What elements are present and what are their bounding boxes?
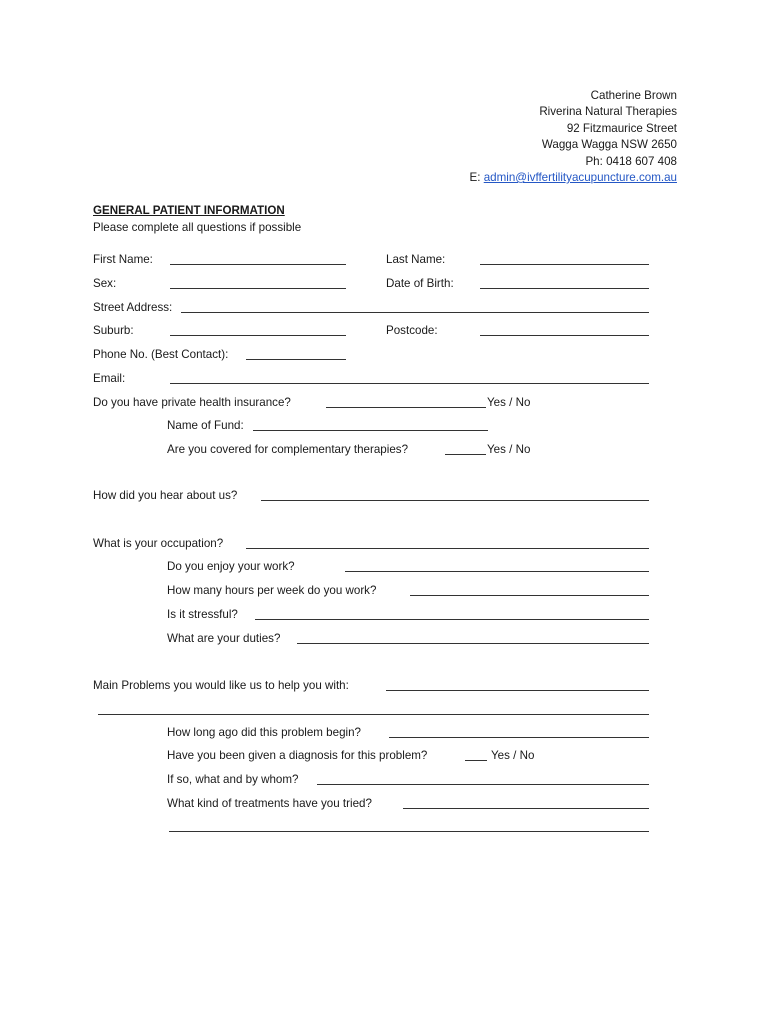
- stressful-field[interactable]: [255, 608, 649, 620]
- contact-city: Wagga Wagga NSW 2650: [541, 138, 677, 152]
- duties-field[interactable]: [297, 632, 649, 644]
- first-name-field[interactable]: [170, 253, 346, 265]
- last-name-label: Last Name:: [386, 253, 446, 266]
- contact-phone: Ph: 0418 607 408: [585, 154, 677, 168]
- main-problems-label: Main Problems you would like us to help you with:: [93, 679, 349, 692]
- hours-week-field[interactable]: [410, 584, 649, 596]
- occupation-label: What is your occupation?: [93, 537, 224, 550]
- diagnosis-label: Have you been given a diagnosis for this problem?: [167, 749, 428, 762]
- dob-label: Date of Birth:: [386, 277, 454, 290]
- enjoy-work-label: Do you enjoy your work?: [167, 560, 295, 573]
- enjoy-work-field[interactable]: [345, 560, 649, 572]
- phone-label: Phone No. (Best Contact):: [93, 348, 229, 361]
- phone-field[interactable]: [246, 348, 346, 360]
- duties-label: What are your duties?: [167, 632, 281, 645]
- dob-field[interactable]: [480, 277, 649, 289]
- stressful-label: Is it stressful?: [167, 608, 238, 621]
- first-name-label: First Name:: [93, 253, 153, 266]
- diagnosis-field[interactable]: [465, 749, 487, 761]
- hours-week-label: How many hours per week do you work?: [167, 584, 377, 597]
- diagnosis-yes-no: Yes / No: [491, 749, 535, 762]
- street-address-field[interactable]: [181, 301, 649, 313]
- contact-block: [277, 88, 677, 186]
- private-health-yes-no: Yes / No: [487, 396, 531, 409]
- how-long-label: How long ago did this problem begin?: [167, 726, 361, 739]
- occupation-field[interactable]: [246, 537, 649, 549]
- hear-about-field[interactable]: [261, 489, 649, 501]
- by-whom-label: If so, what and by whom?: [167, 773, 299, 786]
- form-title: GENERAL PATIENT INFORMATION: [93, 204, 285, 217]
- treatments-field[interactable]: [403, 797, 649, 809]
- covered-yes-no: Yes / No: [487, 443, 531, 456]
- covered-field[interactable]: [445, 443, 486, 455]
- postcode-field[interactable]: [480, 324, 649, 336]
- fund-name-label: Name of Fund:: [167, 419, 244, 432]
- sex-label: Sex:: [93, 277, 117, 290]
- contact-business: Riverina Natural Therapies: [539, 105, 677, 119]
- email-label: Email:: [93, 372, 126, 385]
- email-link[interactable]: admin@ivffertilityacupuncture.com.au: [483, 171, 677, 185]
- last-name-field[interactable]: [480, 253, 649, 265]
- by-whom-field[interactable]: [317, 773, 649, 785]
- email-field[interactable]: [170, 372, 649, 384]
- form-subtitle: Please complete all questions if possible: [93, 221, 302, 234]
- hear-about-label: How did you hear about us?: [93, 489, 238, 502]
- contact-name: Catherine Brown: [590, 89, 677, 102]
- covered-label: Are you covered for complementary therapies?: [167, 443, 409, 456]
- treatments-label: What kind of treatments have you tried?: [167, 797, 372, 810]
- email-prefix: E:: [469, 171, 484, 185]
- street-address-label: Street Address:: [93, 301, 173, 314]
- private-health-field[interactable]: [326, 396, 486, 408]
- postcode-label: Postcode:: [386, 324, 438, 337]
- suburb-field[interactable]: [170, 324, 346, 336]
- main-problems-field-2[interactable]: [98, 703, 649, 715]
- contact-email-line: [277, 170, 677, 186]
- contact-street: 92 Fitzmaurice Street: [566, 121, 677, 135]
- treatments-field-2[interactable]: [169, 820, 649, 832]
- suburb-label: Suburb:: [93, 324, 134, 337]
- private-health-label: Do you have private health insurance?: [93, 396, 291, 409]
- how-long-field[interactable]: [389, 726, 649, 738]
- fund-name-field[interactable]: [253, 419, 488, 431]
- main-problems-field[interactable]: [386, 679, 649, 691]
- sex-field[interactable]: [170, 277, 346, 289]
